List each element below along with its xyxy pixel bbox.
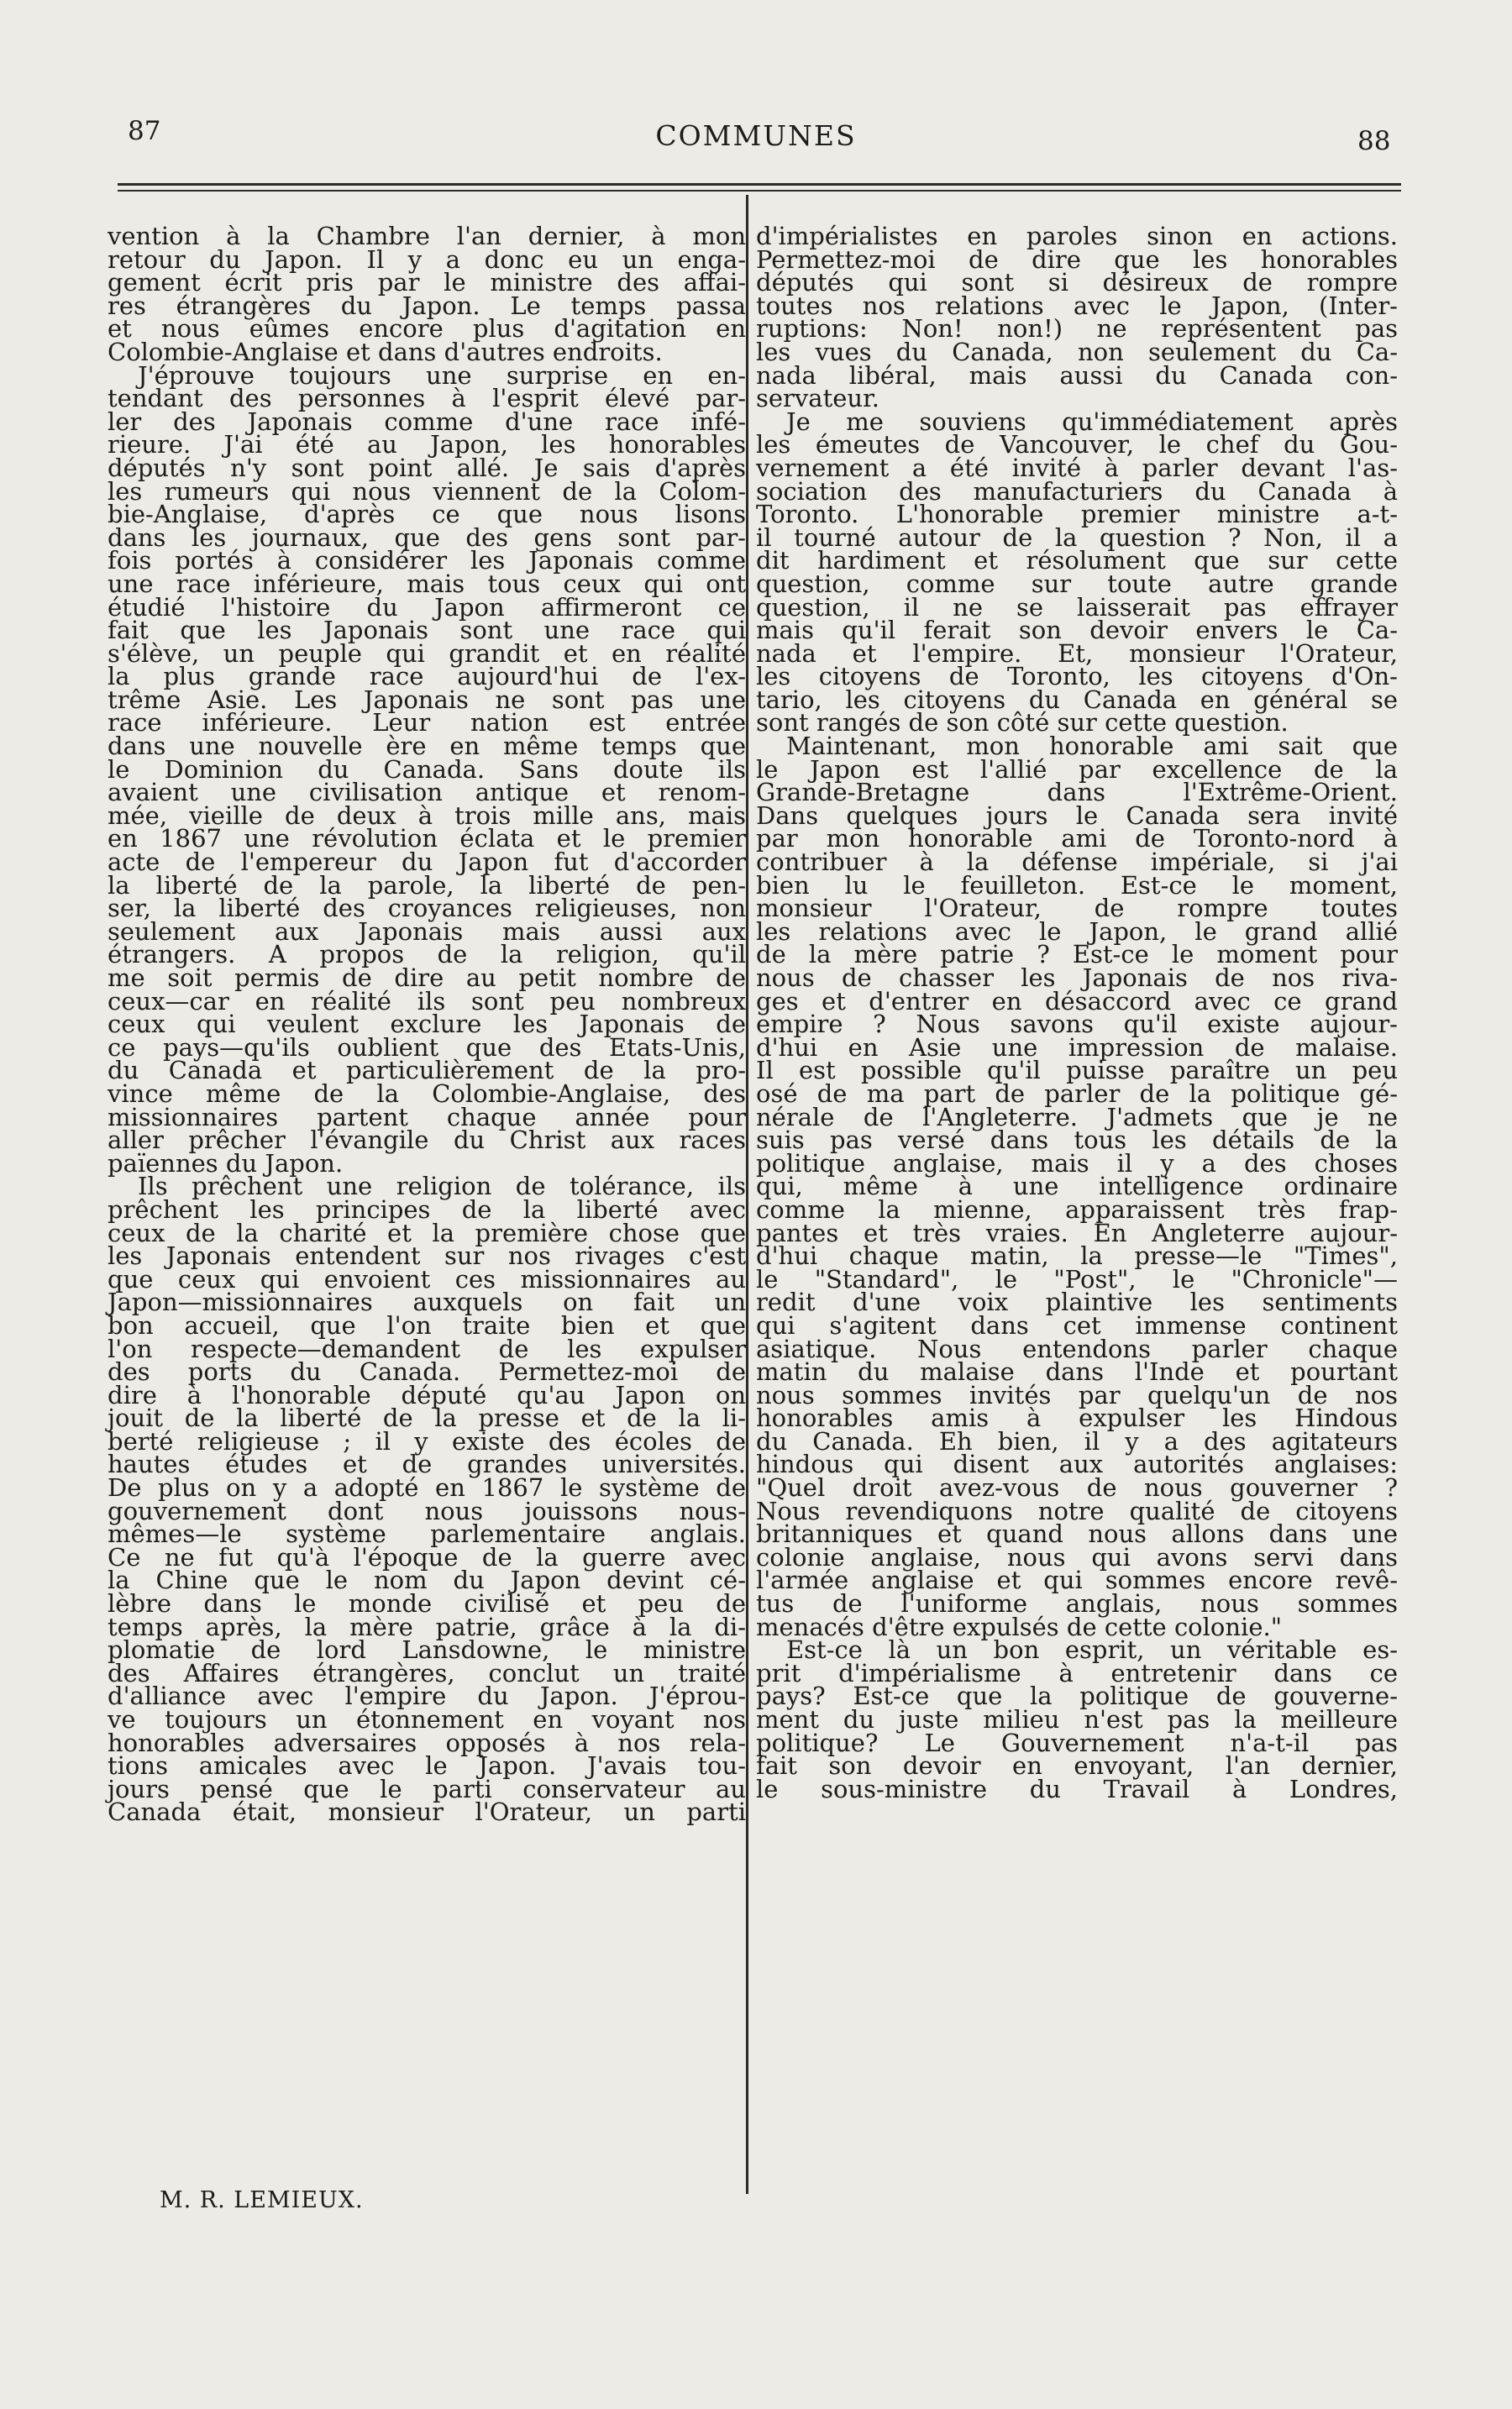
text-line: osé de ma part de parler de la politique gé- bbox=[756, 1079, 1398, 1108]
text-line: fois portés à considérer les Japonais comme bbox=[108, 546, 746, 575]
text-line: une race inférieure, mais tous ceux qui ont bbox=[108, 569, 746, 598]
text-line: Nous revendiquons notre qualité de citoyens bbox=[756, 1496, 1398, 1525]
text-line: prit d'impérialisme à entretenir dans ce bbox=[756, 1658, 1398, 1687]
text-line: Il est possible qu'il puisse paraître un peu bbox=[756, 1056, 1398, 1085]
text-line: d'impérialistes en paroles sinon en actions. bbox=[756, 222, 1398, 250]
text-line: du Canada et particulièrement de la pro- bbox=[108, 1056, 746, 1085]
text-line: tions amicales avec le Japon. J'avais tou- bbox=[108, 1751, 746, 1781]
text-line: question, comme sur toute autre grande bbox=[756, 569, 1398, 598]
text-line: ce pays—qu'ils oublient que des Etats-Unis, bbox=[108, 1032, 746, 1062]
text-line: politique anglaise, mais il y a des choses bbox=[756, 1148, 1398, 1178]
text-line: le "Standard", le "Post", le "Chronicle"— bbox=[756, 1264, 1398, 1294]
text-line: vernement a été invité à parler devant l'as- bbox=[756, 453, 1398, 482]
text-line: ruptions: Non! non!) ne représentent pas bbox=[756, 314, 1398, 344]
text-line: servateur. bbox=[756, 384, 879, 413]
text-line: empire ? Nous savons qu'il existe aujour- bbox=[756, 1010, 1398, 1039]
text-line: les émeutes de Vancouver, le chef du Gou- bbox=[756, 430, 1398, 459]
text-line: la plus grande race aujourd'hui de l'ex- bbox=[108, 662, 746, 691]
text-line: dit hardiment et résolument que sur cette bbox=[756, 546, 1398, 575]
header-rule-thin bbox=[118, 190, 1401, 192]
text-line: étrangers. A propos de la religion, qu'il bbox=[108, 940, 746, 969]
text-line: plomatie de lord Lansdowne, le ministre bbox=[108, 1635, 746, 1665]
text-line: honorables adversaires opposés à nos rela- bbox=[108, 1728, 746, 1757]
text-line: de la mère patrie ? Est-ce le moment pour bbox=[756, 940, 1398, 969]
text-line: s'élève, un peuple qui grandit et en réalité bbox=[108, 638, 746, 668]
text-line: pays? Est-ce que la politique de gouverne- bbox=[756, 1682, 1398, 1711]
page-number-right: 88 bbox=[1357, 126, 1391, 156]
text-line: redit d'une voix plaintive les sentiments bbox=[756, 1288, 1398, 1317]
text-line: jours pensé que le parti conservateur au bbox=[108, 1774, 746, 1803]
text-line: ges et d'entrer en désaccord avec ce grand bbox=[756, 986, 1398, 1016]
text-line: le Dominion du Canada. Sans doute ils bbox=[108, 754, 746, 784]
page-header bbox=[0, 116, 1512, 166]
text-line: dire à l'honorable député qu'au Japon on bbox=[108, 1380, 746, 1409]
text-line: Japon—missionnaires auxquels on fait un bbox=[108, 1288, 746, 1317]
text-line: qui s'agitent dans cet immense continent bbox=[756, 1310, 1398, 1340]
text-line: nada et l'empire. Et, monsieur l'Orateur, bbox=[756, 638, 1398, 668]
text-line: question, il ne se laisserait pas effrayer bbox=[756, 592, 1398, 622]
text-line: la liberté de la parole, la liberté de pen- bbox=[108, 870, 746, 900]
page-number-left: 87 bbox=[128, 116, 161, 146]
text-line: députés qui sont si désireux de rompre bbox=[756, 268, 1398, 297]
text-line: le sous-ministre du Travail à Londres, bbox=[756, 1774, 1398, 1803]
text-line: des Affaires étrangères, conclut un traité bbox=[108, 1658, 746, 1687]
text-line: hindous qui disent aux autorités anglaises: bbox=[756, 1450, 1398, 1479]
text-line: mée, vieille de deux à trois mille ans, mais bbox=[108, 800, 746, 830]
text-line: les rumeurs qui nous viennent de la Colom- bbox=[108, 476, 746, 506]
text-line: aller prêcher l'évangile du Christ aux races bbox=[108, 1126, 746, 1155]
text-line: res étrangères du Japon. Le temps passa bbox=[108, 291, 746, 320]
text-line: ceux—car en réalité ils sont peu nombreux bbox=[108, 986, 746, 1016]
text-line: Je me souviens qu'immédiatement après bbox=[786, 407, 1398, 436]
text-line: ment du juste milieu n'est pas la meilleure bbox=[756, 1705, 1398, 1734]
left-column bbox=[108, 222, 746, 1827]
text-line: monsieur l'Orateur, de rompre toutes bbox=[756, 894, 1398, 923]
text-line: Grande-Bretagne dans l'Extrême-Orient. bbox=[756, 778, 1398, 807]
text-line: les relations avec le Japon, le grand allié bbox=[756, 916, 1398, 946]
text-line: me soit permis de dire au petit nombre de bbox=[108, 963, 746, 992]
text-line: "Quel droit avez-vous de nous gouverner ? bbox=[756, 1473, 1398, 1503]
text-line: missionnaires partent chaque année pour bbox=[108, 1102, 746, 1131]
text-line: retour du Japon. Il y a donc eu un enga- bbox=[108, 244, 746, 274]
text-line: l'armée anglaise et qui sommes encore revê- bbox=[756, 1566, 1398, 1595]
text-line: suis pas versé dans tous les détails de la bbox=[756, 1126, 1398, 1155]
text-line: bien lu le feuilleton. Est-ce le moment, bbox=[756, 870, 1398, 900]
text-line: tendant des personnes à l'esprit élevé par- bbox=[108, 384, 746, 413]
header-rule bbox=[118, 183, 1401, 186]
text-line: par mon honorable ami de Toronto-nord à bbox=[756, 824, 1398, 853]
text-line: comme la mienne, apparaissent très frap- bbox=[756, 1194, 1398, 1224]
text-line: vention à la Chambre l'an dernier, à mon bbox=[108, 222, 746, 250]
text-line: nada libéral, mais aussi du Canada con- bbox=[756, 360, 1398, 390]
text-line: l'on respecte—demandent de les expulser bbox=[108, 1334, 746, 1363]
text-line: qui, même à une intelligence ordinaire bbox=[756, 1172, 1398, 1201]
text-line: acte de l'empereur du Japon fut d'accorder bbox=[108, 848, 746, 877]
text-line: sociation des manufacturiers du Canada à bbox=[756, 476, 1398, 506]
text-line: fait son devoir en envoyant, l'an dernier, bbox=[756, 1751, 1398, 1781]
page-title: COMMUNES bbox=[655, 119, 857, 152]
text-line: De plus on y a adopté en 1867 le système de bbox=[108, 1473, 746, 1503]
text-line: Est-ce là un bon esprit, un véritable es- bbox=[786, 1635, 1398, 1665]
text-line: Colombie-Anglaise et dans d'autres endroits. bbox=[108, 337, 663, 366]
text-line: ceux qui veulent exclure les Japonais de bbox=[108, 1010, 746, 1039]
text-line: tario, les citoyens du Canada en général se bbox=[756, 685, 1398, 714]
text-line: du Canada. Eh bien, il y a des agitateurs bbox=[756, 1426, 1398, 1456]
column-divider bbox=[746, 195, 748, 2194]
text-line: ser, la liberté des croyances religieuses, non bbox=[108, 894, 746, 923]
text-line: Maintenant, mon honorable ami sait que bbox=[786, 732, 1398, 761]
text-line: bon accueil, que l'on traite bien et que bbox=[108, 1310, 746, 1340]
text-line: matin du malaise dans l'Inde et pourtant bbox=[756, 1357, 1398, 1387]
text-line: nous sommes invités par quelqu'un de nos bbox=[756, 1380, 1398, 1409]
text-line: ler des Japonais comme d'une race infé- bbox=[108, 407, 746, 436]
text-line: J'éprouve toujours une surprise en en- bbox=[138, 360, 746, 390]
text-line: mais qu'il ferait son devoir envers le Ca- bbox=[756, 616, 1398, 645]
right-column bbox=[756, 222, 1398, 1803]
text-line: les citoyens de Toronto, les citoyens d'On- bbox=[756, 662, 1398, 691]
text-line: temps après, la mère patrie, grâce à la di- bbox=[108, 1612, 746, 1641]
text-line: toutes nos relations avec le Japon, (Inter- bbox=[756, 291, 1398, 320]
text-line: bie-Anglaise, d'après ce que nous lisons bbox=[108, 500, 746, 529]
text-line: britanniques et quand nous allons dans une bbox=[756, 1519, 1398, 1549]
speaker-name: M. R. LEMIEUX. bbox=[160, 2187, 364, 2213]
text-line: fait que les Japonais sont une race qui bbox=[108, 616, 746, 645]
text-line: il tourné autour de la question ? Non, il a bbox=[756, 522, 1398, 552]
text-line: honorables amis à expulser les Hindous bbox=[756, 1404, 1398, 1433]
text-line: politique? Le Gouvernement n'a-t-il pas bbox=[756, 1728, 1398, 1757]
text-line: Permettez-moi de dire que les honorables bbox=[756, 244, 1398, 274]
text-line: les vues du Canada, non seulement du Ca- bbox=[756, 337, 1398, 366]
text-line: en 1867 une révolution éclata et le premier bbox=[108, 824, 746, 853]
text-line: des ports du Canada. Permettez-moi de bbox=[108, 1357, 746, 1387]
text-line: le Japon est l'allié par excellence de la bbox=[756, 754, 1398, 784]
text-line: dans une nouvelle ère en même temps que bbox=[108, 732, 746, 761]
text-line: Canada était, monsieur l'Orateur, un parti bbox=[108, 1798, 746, 1827]
text-line: pantes et très vraies. En Angleterre aujour- bbox=[756, 1218, 1398, 1247]
text-line: trême Asie. Les Japonais ne sont pas une bbox=[108, 685, 746, 714]
text-line: Dans quelques jours le Canada sera invité bbox=[756, 800, 1398, 830]
text-line: d'alliance avec l'empire du Japon. J'éprou- bbox=[108, 1682, 746, 1711]
text-line: païennes du Japon. bbox=[108, 1148, 344, 1178]
text-line: contribuer à la défense impériale, si j'ai bbox=[756, 848, 1398, 877]
text-line: avaient une civilisation antique et renom- bbox=[108, 778, 746, 807]
text-line: colonie anglaise, nous qui avons servi dans bbox=[756, 1542, 1398, 1572]
text-line: gement écrit pris par le ministre des affai- bbox=[108, 268, 746, 297]
text-line: d'hui chaque matin, la presse—le "Times", bbox=[756, 1241, 1398, 1271]
text-line: berté religieuse ; il y existe des écoles de bbox=[108, 1426, 746, 1456]
text-line: mêmes—le système parlementaire anglais. bbox=[108, 1519, 746, 1549]
text-line: vince même de la Colombie-Anglaise, des bbox=[108, 1079, 746, 1108]
text-line: tus de l'uniforme anglais, nous sommes bbox=[756, 1589, 1398, 1619]
text-line: dans les journaux, que des gens sont par- bbox=[108, 522, 746, 552]
text-line: jouit de la liberté de la presse et de la li- bbox=[108, 1404, 746, 1433]
text-line: et nous eûmes encore plus d'agitation en bbox=[108, 314, 746, 344]
text-line: gouvernement dont nous jouissons nous- bbox=[108, 1496, 746, 1525]
text-line: race inférieure. Leur nation est entrée bbox=[108, 708, 746, 737]
text-line: ve toujours un étonnement en voyant nos bbox=[108, 1705, 746, 1734]
text-line: députés n'y sont point allé. Je sais d'après bbox=[108, 453, 746, 482]
text-line: prêchent les principes de la liberté avec bbox=[108, 1194, 746, 1224]
text-line: rieure. J'ai été au Japon, les honorables bbox=[108, 430, 746, 459]
text-line: les Japonais entendent sur nos rivages c'est bbox=[108, 1241, 746, 1271]
text-line: seulement aux Japonais mais aussi aux bbox=[108, 916, 746, 946]
text-line: la Chine que le nom du Japon devint cé- bbox=[108, 1566, 746, 1595]
text-line: que ceux qui envoient ces missionnaires au bbox=[108, 1264, 746, 1294]
text-line: asiatique. Nous entendons parler chaque bbox=[756, 1334, 1398, 1363]
text-line: hautes études et de grandes universités. bbox=[108, 1450, 746, 1479]
text-line: nérale de l'Angleterre. J'admets que je ne bbox=[756, 1102, 1398, 1131]
text-line: Ils prêchent une religion de tolérance, ils bbox=[138, 1172, 746, 1201]
text-line: menacés d'être expulsés de cette colonie." bbox=[756, 1612, 1283, 1641]
text-line: Ce ne fut qu'à l'époque de la guerre avec bbox=[108, 1542, 746, 1572]
text-line: nous de chasser les Japonais de nos riva- bbox=[756, 963, 1398, 992]
text-line: Toronto. L'honorable premier ministre a-t- bbox=[756, 500, 1398, 529]
text-line: lèbre dans le monde civilisé et peu de bbox=[108, 1589, 746, 1619]
text-line: sont rangés de son côté sur cette question. bbox=[756, 708, 1289, 737]
text-line: d'hui en Asie une impression de malaise. bbox=[756, 1032, 1398, 1062]
text-line: étudié l'histoire du Japon affirmeront ce bbox=[108, 592, 746, 622]
text-line: ceux de la charité et la première chose que bbox=[108, 1218, 746, 1247]
